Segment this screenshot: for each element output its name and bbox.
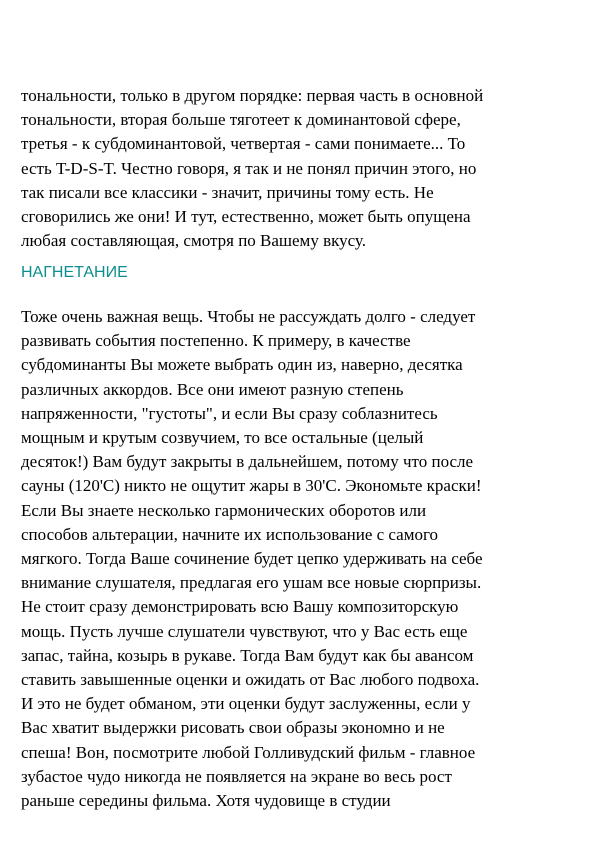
text-line: сговорились же они! И тут, естественно, может быть опущена: [21, 207, 471, 227]
text-line: мощь. Пусть лучше слушатели чувствуют, что у Вас есть еще: [21, 621, 468, 641]
text-line: субдоминанты Вы можете выбрать один из, наверно, десятка: [21, 355, 463, 375]
paragraph-intro: [21, 84, 581, 253]
text-line: Вас хватит выдержки рисовать свои образы экономно и не: [21, 718, 445, 738]
text-line: зубастое чудо никогда не появляется на экране во весь рост: [21, 766, 452, 786]
text-line: тональности, только в другом порядке: первая часть в основной: [21, 86, 484, 105]
text-line: напряженности, "густоты", и если Вы сразу соблазнитесь: [21, 403, 438, 423]
text-line: сауны (120'С) никто не ощутит жары в 30'С. Экономьте краски!: [21, 476, 482, 496]
text-line: мягкого. Тогда Ваше сочинение будет цепко удерживать на себе: [21, 549, 483, 569]
text-line: различных аккордов. Все они имеют разную степень: [21, 379, 404, 399]
text-line: любая составляющая, смотря по Вашему вкусу.: [21, 231, 366, 251]
text-line: десяток!) Вам будут закрыты в дальнейшем, потому что после: [21, 452, 474, 472]
text-line: Тоже очень важная вещь. Чтобы не рассуждать долго - следует: [21, 307, 476, 326]
text-line: способов альтерации, начните их использование с самого: [21, 524, 439, 544]
text-line: И это не будет обманом, эти оценки будут заслуженны, если у: [21, 694, 471, 714]
text-line: тональности, вторая больше тяготеет к доминантовой сфере,: [21, 110, 461, 130]
text-line: третья - к субдоминантовой, четвертая - сами понимаете... То: [21, 134, 466, 154]
text-line: спеша! Вон, посмотрите любой Голливудский фильм - главное: [21, 742, 476, 762]
text-line: Если Вы знаете несколько гармонических оборотов или: [21, 500, 427, 520]
text-line: Не стоит сразу демонстрировать всю Вашу композиторскую: [21, 597, 459, 617]
text-line: раньше середины фильма. Хотя чудовище в студии: [21, 791, 391, 811]
text-line: есть T-D-S-T. Честно говоря, я так и не понял причин этого, но: [21, 158, 477, 178]
paragraph-body: [21, 305, 581, 813]
text-line: мощным и крутым созвучием, то все остальные (целый: [21, 428, 424, 448]
text-line: запас, тайна, козырь в рукаве. Тогда Вам будут как бы авансом: [21, 645, 474, 665]
section-heading: НАГНЕТАНИЕ: [21, 264, 128, 281]
text-line: развивать события постепенно. К примеру, в качестве: [21, 331, 411, 351]
text-line: так писали все классики - значит, причины тому есть. Не: [21, 182, 434, 202]
text-line: внимание слушателя, предлагая его ушам все новые сюрпризы.: [21, 573, 482, 593]
text-line: ставить завышенные оценки и ожидать от Вас любого подвоха.: [21, 670, 480, 690]
